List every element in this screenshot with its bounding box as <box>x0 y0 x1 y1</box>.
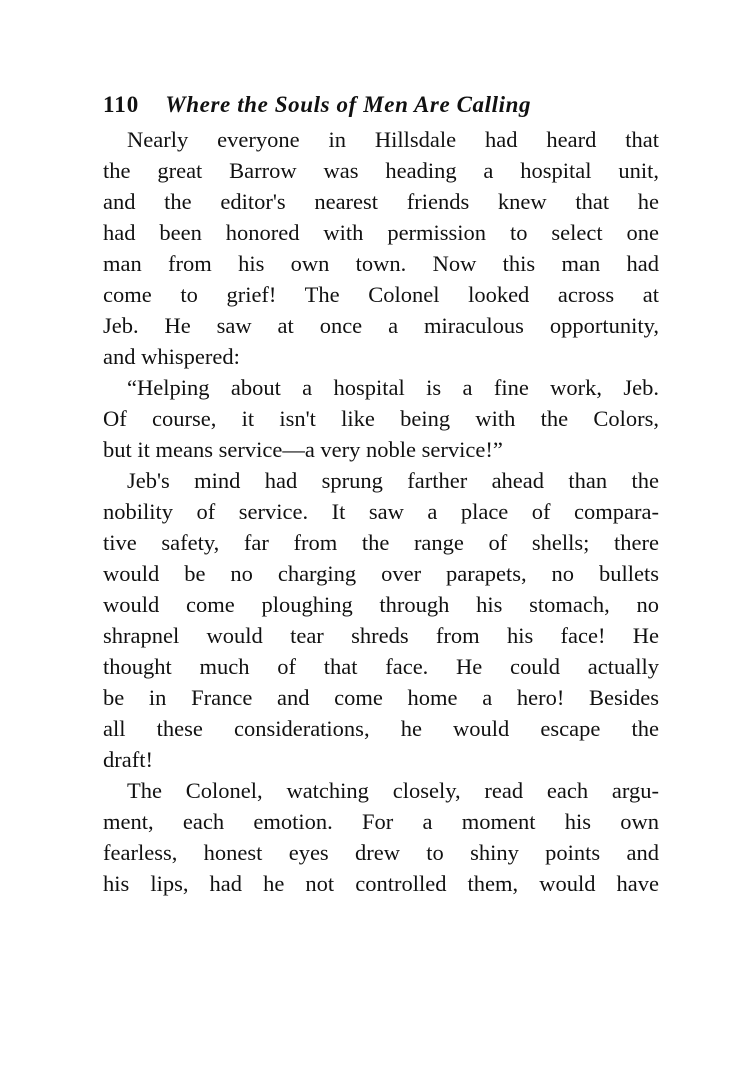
text-line: ment, each emotion. For a moment his own <box>103 809 659 834</box>
book-page <box>103 88 659 899</box>
text-line: draft! <box>103 747 153 772</box>
text-line: Jeb. He saw at once a miraculous opportunity, <box>103 313 659 338</box>
text-line: man from his own town. Now this man had <box>103 251 659 276</box>
text-line: The Colonel, watching closely, read each argu- <box>127 778 659 803</box>
text-line: would be no charging over parapets, no bullets <box>103 561 659 586</box>
text-line: nobility of service. It saw a place of compara- <box>103 499 659 524</box>
page-number: 110 <box>103 92 140 117</box>
text-line: be in France and come home a hero! Besides <box>103 685 659 710</box>
text-line: Nearly everyone in Hillsdale had heard that <box>127 127 659 152</box>
paragraph-3 <box>103 465 659 775</box>
text-line: but it means service—a very noble service!” <box>103 437 503 462</box>
text-line: come to grief! The Colonel looked across at <box>103 282 659 307</box>
running-head <box>103 88 659 122</box>
text-line: all these considerations, he would escape the <box>103 716 659 741</box>
paragraph-1 <box>103 124 659 372</box>
text-line: the great Barrow was heading a hospital unit, <box>103 158 659 183</box>
text-line: fearless, honest eyes drew to shiny points and <box>103 840 659 865</box>
text-line: shrapnel would tear shreds from his face! He <box>103 623 659 648</box>
text-line: and the editor's nearest friends knew that he <box>103 189 659 214</box>
paragraph-4 <box>103 775 659 899</box>
text-line: thought much of that face. He could actually <box>103 654 659 679</box>
text-line: tive safety, far from the range of shells; there <box>103 530 659 555</box>
paragraph-2 <box>103 372 659 465</box>
book-title: Where the Souls of Men Are Calling <box>165 92 532 117</box>
text-line: and whispered: <box>103 344 240 369</box>
text-line: Of course, it isn't like being with the Colors, <box>103 406 659 431</box>
text-line: “Helping about a hospital is a fine work, Jeb. <box>127 375 659 400</box>
text-line: his lips, had he not controlled them, would have <box>103 871 659 896</box>
text-line: Jeb's mind had sprung farther ahead than the <box>127 468 659 493</box>
text-line: would come ploughing through his stomach, no <box>103 592 659 617</box>
text-line: had been honored with permission to select one <box>103 220 659 245</box>
